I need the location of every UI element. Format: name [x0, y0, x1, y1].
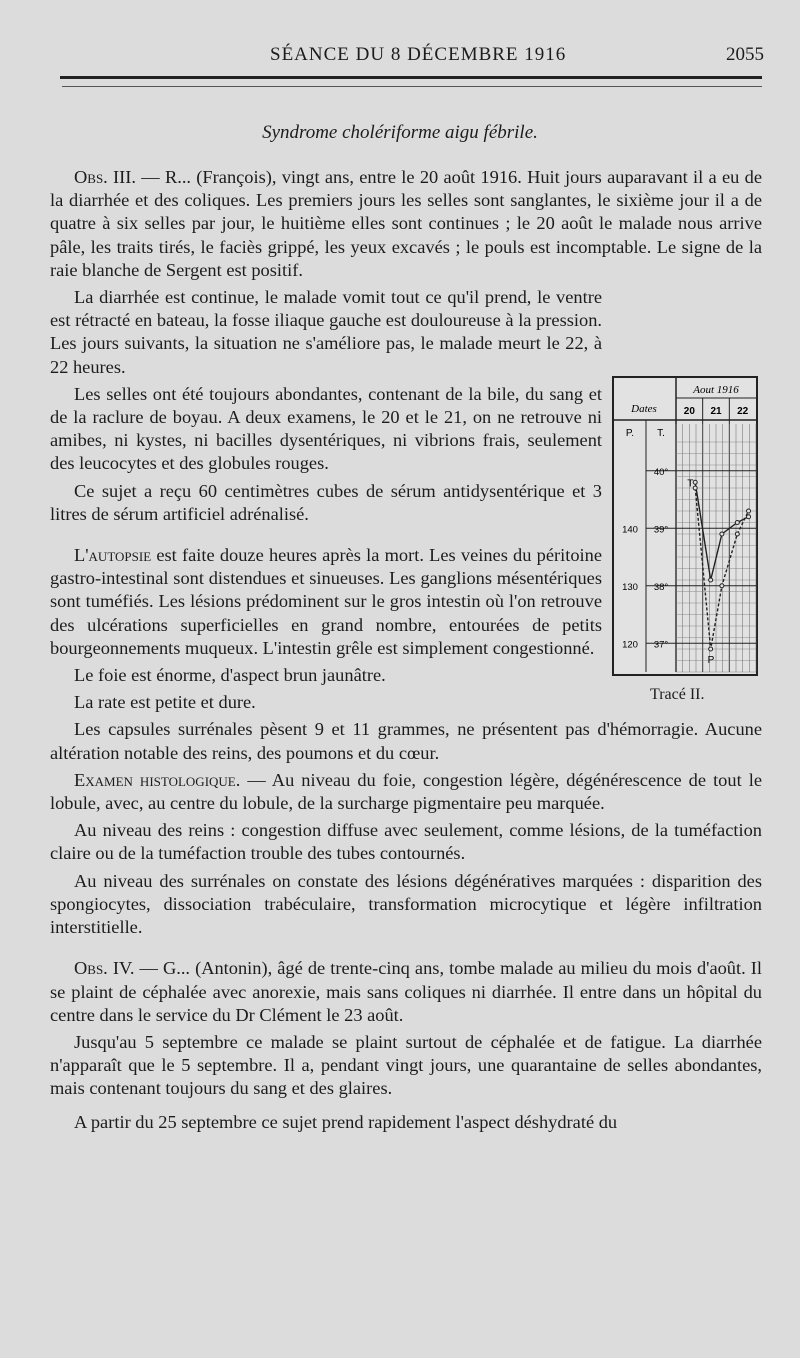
figure-caption: Tracé II.	[650, 686, 705, 703]
chart-temp-tick-label: 39°	[653, 524, 669, 536]
chart-temp-tick-label: 38°	[653, 581, 669, 593]
autopsy-paragraph-1	[50, 544, 602, 660]
chart-temp-tick-label: 40°	[653, 466, 669, 478]
obs3-paragraph-2: La diarrhée est continue, le malade vomit tout ce qu'il prend, le ventre est rétracté en bateau, la fosse iliaque gauche est douloureuse à la pression. Les jours suivants, la situation ne s'améliore pas, le malade meurt le 22, à 22 heures.	[50, 287, 602, 377]
obs3-paragraph-4: Ce sujet a reçu 60 centimètres cubes de sérum antidysentérique et 3 litres de sérum artificiel adrénalisé.	[50, 480, 602, 524]
autopsy-label: L'autopsie	[74, 545, 152, 566]
chart-series-symbol-p: P	[707, 655, 715, 666]
obs3-paragraph-1	[50, 166, 762, 282]
chart-dates-label: Dates	[631, 403, 657, 415]
chart-pulse-column-label: P.	[625, 428, 635, 439]
chart-point-t	[709, 578, 713, 582]
chart-day-label: 20	[683, 406, 695, 417]
autopsy-paragraph-4: Les capsules surrénales pèsent 9 et 11 grammes, ne présentent pas d'hémorragie. Aucune altération notable des reins, des poumons et du cœur.	[50, 719, 762, 763]
chart-point-t	[693, 480, 697, 484]
chart-point-t	[735, 521, 739, 525]
obs4-paragraph-2: Jusqu'au 5 septembre ce malade se plaint surtout de céphalée et de fatigue. La diarrhée n'apparaît que le 5 septembre. Il a, pendant vingt jours, une quarantaine de selles abondantes, mais contenant toujours du sang et des glaires.	[50, 1031, 762, 1099]
obs4-label: Obs. IV.	[74, 958, 135, 979]
histology-paragraph-2: Au niveau des reins : congestion diffuse avec seulement, comme lésions, de la tuméfaction claire ou de la tuméfaction trouble des tubes contournés.	[50, 820, 762, 864]
chart-point-t	[720, 532, 724, 536]
obs3-label: Obs. III.	[74, 167, 137, 187]
autopsy-paragraph-2: Le foie est énorme, d'aspect brun jaunâtre.	[74, 665, 386, 686]
chart-temp-tick-label: 37°	[653, 639, 669, 651]
chart-pulse-tick-label: 140	[622, 524, 638, 536]
chart-pulse-tick-label: 130	[622, 581, 638, 593]
chart-point-p	[693, 486, 697, 490]
chart-series-symbol-t: T	[687, 478, 694, 490]
temperature-pulse-chart	[612, 376, 758, 676]
obs3-p1-text: — R... (François), vingt ans, entre le 20 août 1916. Huit jours auparavant il a eu de la diarrhée et des coliques. Les premiers jours les selles sont sanglantes, le sixième jour il a de quatre à six selles par jour, le huitième elles sont continues ; le 20 août le malade nous arrive pâle, les traits tirés, le faciès grippé, les yeux excavés ; le pouls est incomptable. Le signe de la raie blanche de Sergent est positif.	[50, 167, 762, 280]
obs4-paragraph-1	[50, 957, 762, 1027]
chart-title: Aout 1916	[693, 384, 739, 396]
autopsy-p1-text: est faite douze heures après la mort. Les veines du péritoine gastro-intestinal sont distendues et sinueuses. Les ganglions mésentériques sont tuméfiés. Les lésions prédominent sur le gros intestin où l'on retrouve des ulcérations superficielles en grand nombre, entourées de petits bourgeonnements muqueux. L'intestin grêle est simplement congestionné.	[50, 545, 602, 658]
histology-label: Examen histologique.	[74, 769, 241, 790]
obs4-paragraph-3: A partir du 25 septembre ce sujet prend rapidement l'aspect déshydraté du	[74, 1111, 618, 1132]
autopsy-paragraph-3: La rate est petite et dure.	[74, 692, 256, 713]
page-number: 2055	[726, 44, 764, 65]
chart-day-label: 21	[710, 406, 722, 417]
temperature-chart-figure	[612, 376, 758, 703]
obs4-p1-text: — G... (Antonin), âgé de trente-cinq ans, tombe malade au milieu du mois d'août. Il se plaint de céphalée avec anorexie, mais sans coliques ni diarrhée. Il entre dans un hôpital du centre dans le service du Dr Clément le 23 août.	[50, 958, 762, 1025]
running-title: SÉANCE DU 8 DÉCEMBRE 1916	[270, 44, 567, 65]
obs3-paragraph-3: Les selles ont été toujours abondantes, contenant de la bile, du sang et de la raclure de boyau. A deux examens, le 20 et le 21, on ne retrouve ni amibes, ni kystes, ni bacilles dysentériques, ni vibrions frais, seulement des leucocytes et des globules rouges.	[50, 383, 602, 474]
chart-day-label: 22	[737, 406, 749, 417]
histology-paragraph-1	[50, 769, 762, 815]
histology-paragraph-3: Au niveau des surrénales on constate des lésions dégénératives marquées : disparition des spongiocytes, dissociation trabéculaire, transformation microcytique et légère infiltration interstitielle.	[50, 870, 762, 938]
chart-point-p	[720, 584, 724, 588]
chart-temp-column-label: T.	[657, 428, 665, 439]
chart-pulse-tick-label: 120	[622, 639, 638, 651]
histology-p1-text: — Au niveau du foie, congestion légère, dégénérescence de tout le lobule, avec, au centre du lobule, de la surcharge pigmentaire peu marquée.	[50, 769, 762, 814]
header-rule-thin	[62, 86, 762, 87]
page-header	[0, 44, 800, 74]
header-rule	[60, 76, 762, 79]
chart-point-p	[747, 509, 751, 513]
section-title: Syndrome cholériforme aigu fébrile.	[262, 122, 538, 143]
chart-point-p	[709, 647, 713, 651]
chart-point-p	[735, 532, 739, 536]
